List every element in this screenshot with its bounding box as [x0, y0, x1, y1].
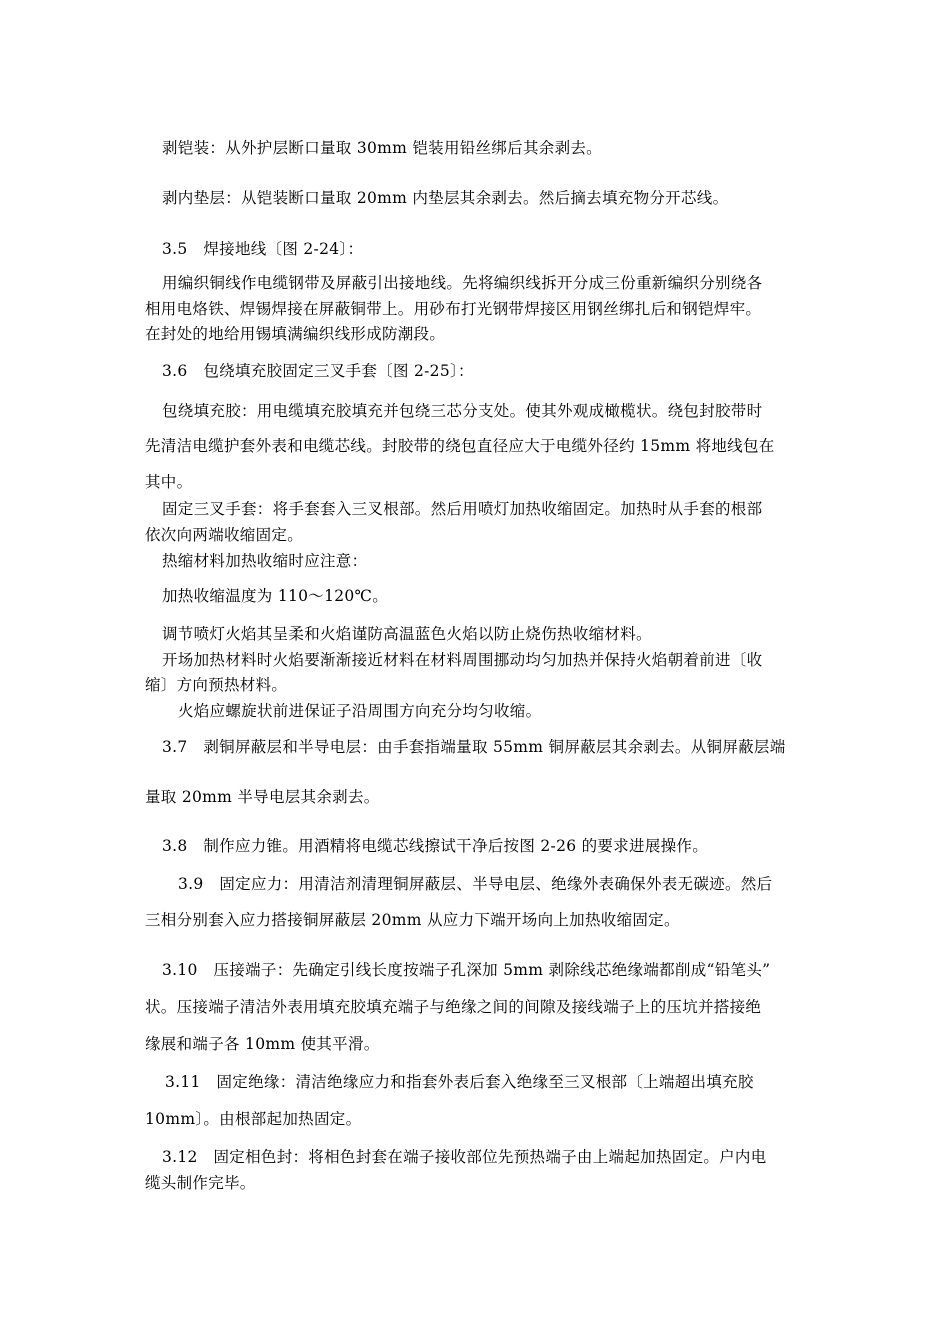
text-line: 加热收缩温度为 110～120℃。: [162, 587, 389, 605]
section-heading-3-9: 3.9 固定应力：用清洁剂清理铜屏蔽层、半导电层、绝缘外表确保外表无碳迹。然后: [178, 875, 773, 893]
text-line: 其中。: [145, 473, 193, 491]
paragraph-strip-armor: 剥铠装：从外护层断口量取 30mm 铠装用铅丝绑后其余剥去。: [162, 139, 602, 157]
section-heading-3-12: 3.12 固定相色封：将相色封套在端子接收部位先预热端子由上端起加热固定。户内电: [162, 1148, 767, 1166]
text-line: 在封处的地给用锡填满编织线形成防潮段。: [145, 325, 446, 343]
text-line: 固定三叉手套：将手套套入三叉根部。然后用喷灯加热收缩固定。加热时从手套的根部: [162, 500, 763, 518]
text-line: 缆头制作完毕。: [145, 1174, 256, 1192]
section-heading-3-5: 3.5 焊接地线〔图 2-24〕：: [162, 240, 364, 258]
text-line: 先清洁电缆护套外表和电缆芯线。封胶带的绕包直径应大于电缆外径约 15mm 将地线包在: [145, 437, 775, 455]
section-heading-3-6: 3.6 包绕填充胶固定三叉手套〔图 2-25〕：: [162, 362, 474, 380]
text-line: 相用电烙铁、焊锡焊接在屏蔽铜带上。用砂布打光钢带焊接区用钢丝绑扎后和钢铠焊牢。: [145, 300, 762, 318]
text-line: 调节喷灯火焰其呈柔和火焰谨防高温蓝色火焰以防止烧伤热收缩材料。: [162, 625, 652, 643]
section-heading-3-10: 3.10 压接端子：先确定引线长度按端子孔深加 5mm 剥除线芯绝缘端都削成“铅笔头”: [162, 961, 771, 979]
text-line: 用编织铜线作电缆钢带及屏蔽引出接地线。先将编织线拆开分成三份重新编织分别绕各: [162, 274, 763, 292]
text-line: 依次向两端收缩固定。: [145, 526, 304, 544]
text-line: 缩〕方向预热材料。: [145, 676, 288, 694]
text-line: 包绕填充胶：用电缆填充胶填充并包绕三芯分支处。使其外观成橄榄状。绕包封胶带时: [162, 402, 763, 420]
text-line: 10mm〕。由根部起加热固定。: [145, 1110, 362, 1128]
text-line: 量取 20mm 半导电层其余剥去。: [145, 788, 380, 806]
text-line: 三相分别套入应力搭接铜屏蔽层 20mm 从应力下端开场向上加热收缩固定。: [145, 911, 680, 929]
section-heading-3-11: 3.11 固定绝缘：清洁绝缘应力和指套外表后套入绝缘至三叉根部〔上端超出填充胶: [165, 1073, 754, 1091]
text-line: 缘展和端子各 10mm 使其平滑。: [145, 1035, 380, 1053]
text-line: 热缩材料加热收缩时应注意：: [162, 552, 368, 570]
section-heading-3-8: 3.8 制作应力锥。用酒精将电缆芯线擦试干净后按图 2-26 的要求进展操作。: [162, 837, 709, 855]
text-line: 火焰应螺旋状前进保证子沿周围方向充分均匀收缩。: [178, 702, 542, 720]
paragraph-strip-inner-bedding: 剥内垫层：从铠装断口量取 20mm 内垫层其余剥去。然后摘去填充物分开芯线。: [162, 189, 729, 207]
text-line: 开场加热材料时火焰要渐渐接近材料在材料周围挪动均匀加热并保持火焰朝着前进〔收: [162, 651, 763, 669]
text-line: 状。压接端子清洁外表用填充胶填充端子与绝缘之间的间隙及接线端子上的压坑并搭接绝: [145, 998, 762, 1016]
section-heading-3-7: 3.7 剥铜屏蔽层和半导电层：由手套指端量取 55mm 铜屏蔽层其余剥去。从铜屏蔽层端: [162, 738, 786, 756]
